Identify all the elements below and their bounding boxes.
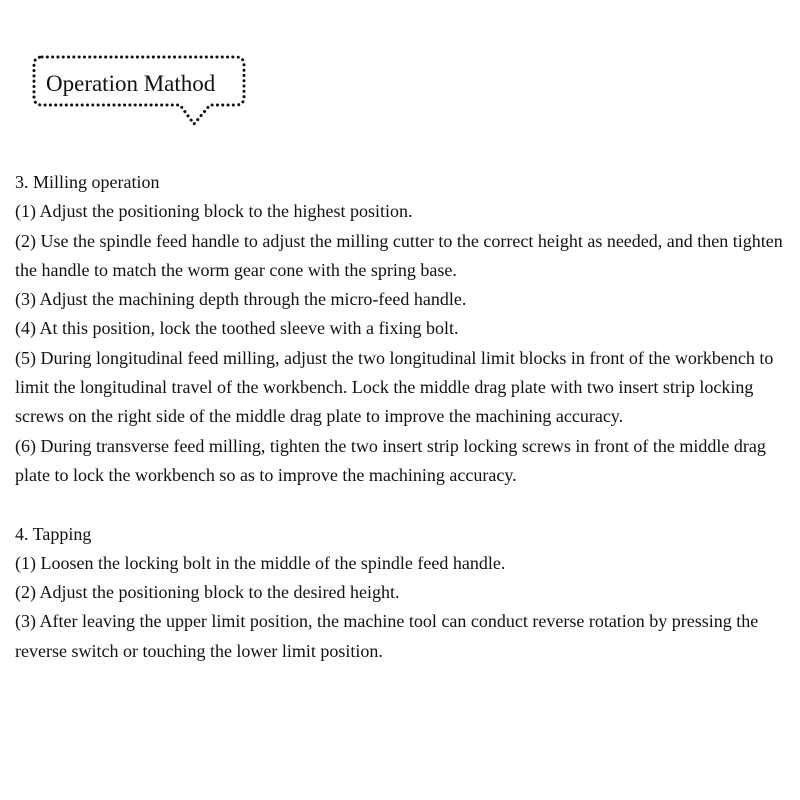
callout-title: Operation Mathod <box>46 71 216 96</box>
step-item: (2) Adjust the positioning block to the desired height. <box>15 582 400 603</box>
section-heading: 4. Tapping <box>15 523 92 544</box>
step-item: (5) During longitudinal feed milling, adjust the two longitudinal limit blocks in front of the workbench to limit the longitudinal travel of the workbench. Lock the middle drag plate with two insert strip locking screws on the right side of the middle drag plate to improve the machining accuracy. <box>15 347 774 427</box>
step-item: (6) During transverse feed milling, tighten the two insert strip locking screws in front of the middle drag plate to lock the workbench so as to improve the machining accuracy. <box>15 435 766 485</box>
step-item: (1) Adjust the positioning block to the highest position. <box>15 201 413 222</box>
section-heading: 3. Milling operation <box>15 172 160 192</box>
step-item: (3) Adjust the machining depth through the micro-feed handle. <box>15 289 467 310</box>
step-item: (1) Loosen the locking bolt in the middle of the spindle feed handle. <box>15 552 506 573</box>
step-item: (2) Use the spindle feed handle to adjust the milling cutter to the correct height as needed, and then tighten the handle to match the worm gear cone with the spring base. <box>15 230 783 280</box>
document-body <box>15 168 790 666</box>
step-item: (4) At this position, lock the toothed sleeve with a fixing bolt. <box>15 318 459 339</box>
section-milling-operation <box>15 168 790 490</box>
step-item: (3) After leaving the upper limit position, the machine tool can conduct reverse rotation by pressing the reverse switch or touching the lower limit position. <box>15 611 759 661</box>
section-tapping <box>15 520 790 666</box>
